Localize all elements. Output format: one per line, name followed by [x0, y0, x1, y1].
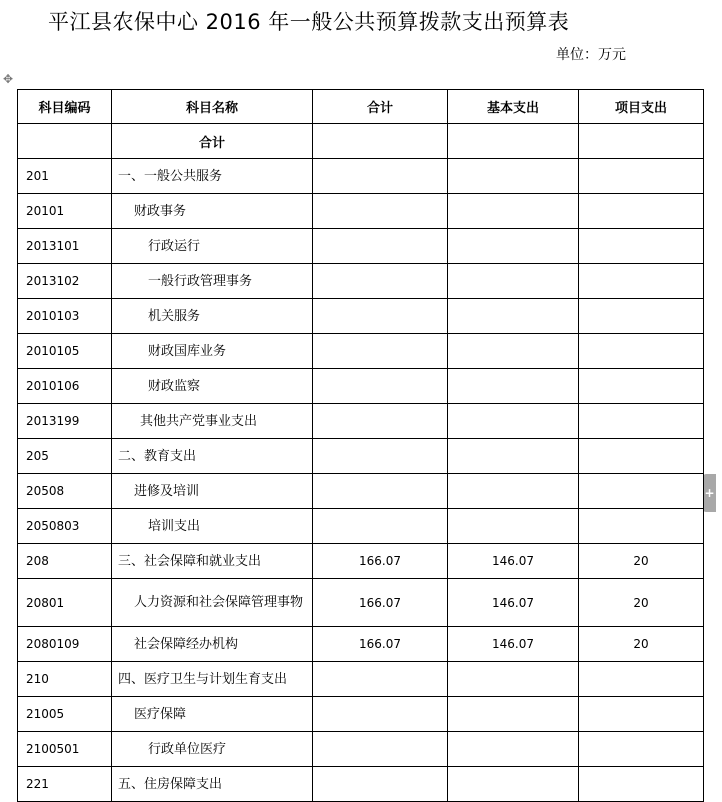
row-basic: 146.07	[448, 627, 579, 662]
row-basic	[448, 697, 579, 732]
row-basic	[448, 767, 579, 802]
table-row	[18, 474, 704, 509]
row-name: 财政监察	[112, 369, 313, 404]
row-total: 166.07	[313, 579, 448, 627]
row-project: 20	[579, 544, 704, 579]
row-basic	[448, 194, 579, 229]
table-row	[18, 229, 704, 264]
table-row	[18, 264, 704, 299]
row-name-text: 人力资源和社会保障管理事物	[134, 595, 304, 610]
row-code: 2013199	[18, 404, 112, 439]
row-code: 201	[18, 159, 112, 194]
table-row	[18, 299, 704, 334]
row-name: 三、社会保障和就业支出	[112, 544, 313, 579]
row-basic	[448, 299, 579, 334]
row-code: 2010105	[18, 334, 112, 369]
row-name: 行政运行	[112, 229, 313, 264]
budget-table	[17, 89, 704, 802]
row-total	[313, 299, 448, 334]
row-total	[313, 439, 448, 474]
move-handle-icon[interactable]: ✥	[3, 72, 14, 86]
row-total	[313, 732, 448, 767]
table-row	[18, 627, 704, 662]
row-name: 医疗保障	[112, 697, 313, 732]
row-code: 20101	[18, 194, 112, 229]
row-basic	[448, 732, 579, 767]
plus-icon[interactable]: +	[703, 474, 716, 512]
row-project	[579, 509, 704, 544]
row-code: 20508	[18, 474, 112, 509]
row-basic	[448, 264, 579, 299]
total-project-cell	[579, 124, 704, 159]
row-code: 221	[18, 767, 112, 802]
row-name: 五、住房保障支出	[112, 767, 313, 802]
row-total	[313, 159, 448, 194]
row-project	[579, 369, 704, 404]
row-total: 166.07	[313, 544, 448, 579]
table-row	[18, 509, 704, 544]
table-row	[18, 159, 704, 194]
row-code: 2050803	[18, 509, 112, 544]
row-project	[579, 697, 704, 732]
row-name: 二、教育支出	[112, 439, 313, 474]
row-name: 培训支出	[112, 509, 313, 544]
header-code: 科目编码	[18, 90, 112, 124]
header-basic: 基本支出	[448, 90, 579, 124]
row-project	[579, 404, 704, 439]
row-project	[579, 662, 704, 697]
table-row	[18, 579, 704, 627]
row-total	[313, 509, 448, 544]
row-total	[313, 767, 448, 802]
table-row	[18, 404, 704, 439]
row-basic	[448, 404, 579, 439]
row-total	[313, 474, 448, 509]
row-code: 21005	[18, 697, 112, 732]
row-code: 2080109	[18, 627, 112, 662]
row-name: 进修及培训	[112, 474, 313, 509]
row-total	[313, 194, 448, 229]
row-total	[313, 369, 448, 404]
row-project	[579, 732, 704, 767]
row-name: 机关服务	[112, 299, 313, 334]
page-title: 平江县农保中心 2016 年一般公共预算拨款支出预算表	[48, 10, 570, 34]
row-project	[579, 194, 704, 229]
table-row	[18, 439, 704, 474]
row-basic	[448, 369, 579, 404]
row-basic	[448, 159, 579, 194]
row-name: 其他共产党事业支出	[112, 404, 313, 439]
row-basic	[448, 509, 579, 544]
row-code: 210	[18, 662, 112, 697]
table-row	[18, 544, 704, 579]
row-total	[313, 264, 448, 299]
row-code: 20801	[18, 579, 112, 627]
row-code: 205	[18, 439, 112, 474]
row-total	[313, 404, 448, 439]
row-project: 20	[579, 627, 704, 662]
row-project	[579, 474, 704, 509]
row-code: 208	[18, 544, 112, 579]
header-total: 合计	[313, 90, 448, 124]
row-basic	[448, 662, 579, 697]
row-code: 2100501	[18, 732, 112, 767]
row-basic	[448, 439, 579, 474]
row-basic: 146.07	[448, 579, 579, 627]
total-label: 合计	[112, 124, 313, 159]
row-basic	[448, 334, 579, 369]
row-project	[579, 159, 704, 194]
table-row	[18, 334, 704, 369]
table-row	[18, 767, 704, 802]
table-row	[18, 369, 704, 404]
row-name: 社会保障经办机构	[112, 627, 313, 662]
row-basic	[448, 229, 579, 264]
row-project	[579, 229, 704, 264]
row-code: 2013102	[18, 264, 112, 299]
table-header-row	[18, 90, 704, 124]
row-total	[313, 662, 448, 697]
row-project	[579, 264, 704, 299]
row-name: 一、一般公共服务	[112, 159, 313, 194]
unit-label: 单位：万元	[556, 47, 626, 63]
table-row	[18, 662, 704, 697]
row-name: 四、医疗卫生与计划生育支出	[112, 662, 313, 697]
row-project	[579, 334, 704, 369]
row-name: 一般行政管理事务	[112, 264, 313, 299]
table-row	[18, 194, 704, 229]
row-total: 166.07	[313, 627, 448, 662]
row-project	[579, 767, 704, 802]
row-basic	[448, 474, 579, 509]
total-code-cell	[18, 124, 112, 159]
row-total	[313, 229, 448, 264]
row-code: 2010103	[18, 299, 112, 334]
row-name: 行政单位医疗	[112, 732, 313, 767]
row-name	[112, 579, 313, 627]
row-code: 2010106	[18, 369, 112, 404]
header-project: 项目支出	[579, 90, 704, 124]
row-total	[313, 697, 448, 732]
header-name: 科目名称	[112, 90, 313, 124]
table-row	[18, 697, 704, 732]
row-project	[579, 299, 704, 334]
row-name: 财政事务	[112, 194, 313, 229]
row-basic: 146.07	[448, 544, 579, 579]
row-code: 2013101	[18, 229, 112, 264]
total-row	[18, 124, 704, 159]
total-basic-cell	[448, 124, 579, 159]
row-project	[579, 439, 704, 474]
row-total	[313, 334, 448, 369]
row-project: 20	[579, 579, 704, 627]
total-total-cell	[313, 124, 448, 159]
row-name: 财政国库业务	[112, 334, 313, 369]
table-row	[18, 732, 704, 767]
